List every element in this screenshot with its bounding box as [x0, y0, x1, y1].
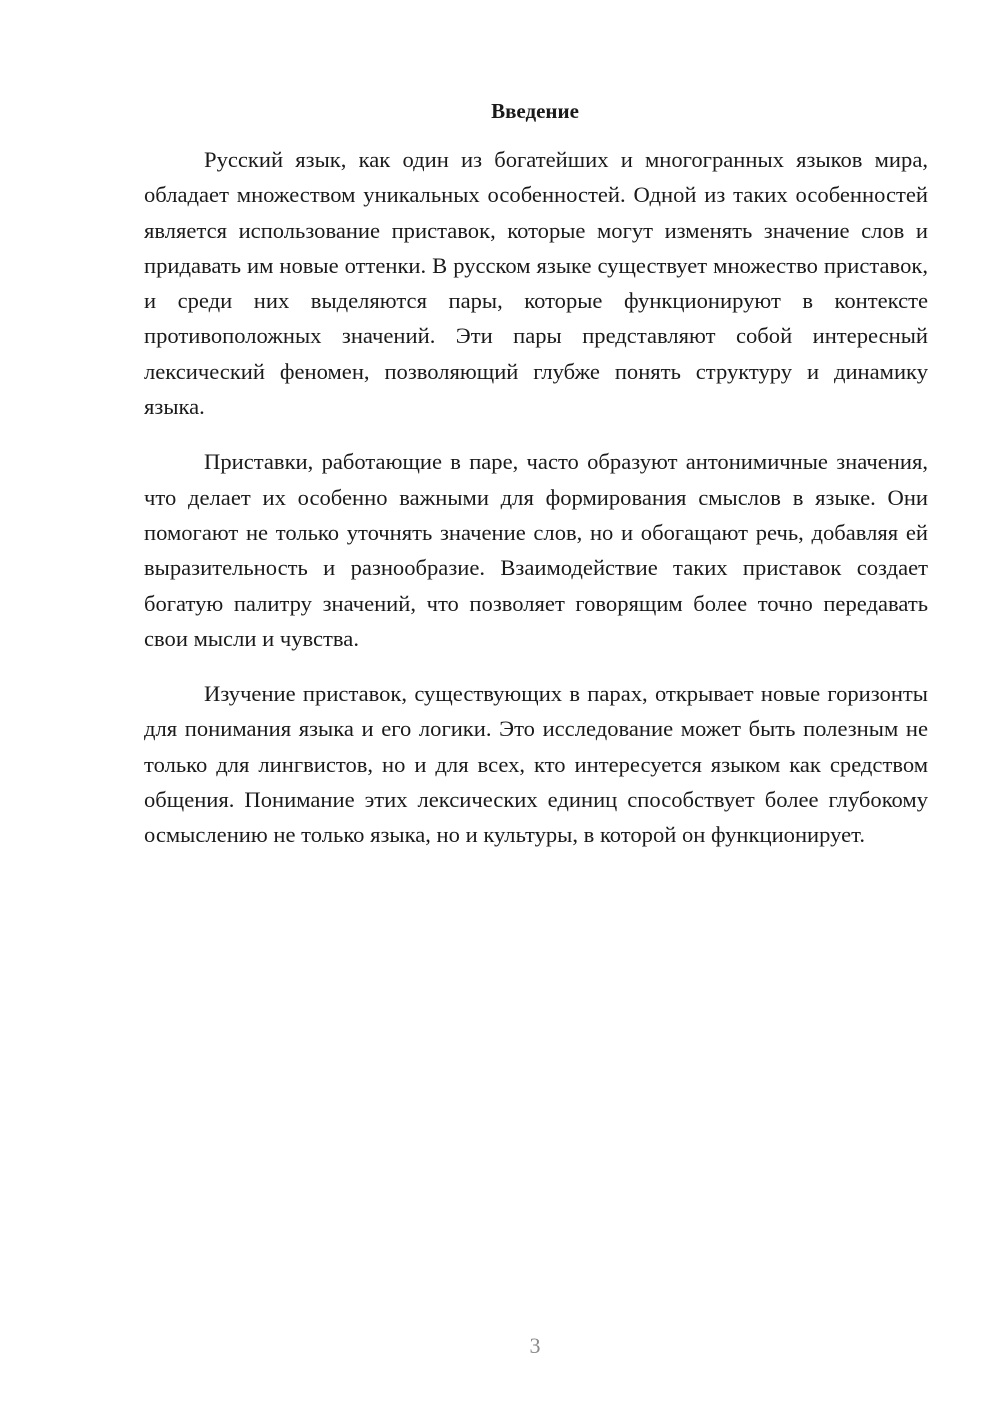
paragraph-1: Русский язык, как один из богатейших и многогранных языков мира, обладает множеством уникальных особенностей. Одной из таких особенностей является использование приставок, которые могут изменять значение слов и придавать им новые оттенки. В русском языке существует множество приставок, и среди них выделяются пары, которые функционируют в контексте противоположных значений. Эти пары представляют собой интересный лексический феномен, позволяющий глубже понять структуру и динамику языка.: [144, 147, 928, 420]
paragraph-2: Приставки, работающие в паре, часто образуют антонимичные значения, что делает их особенно важными для формирования смыслов в языке. Они помогают не только уточнять значение слов, но и обогащают речь, добавляя ей выразительность и разнообразие. Взаимодействие таких приставок создает богатую палитру значений, что позволяет говорящим более точно передавать свои мысли и чувства.: [144, 449, 928, 651]
page-title: Введение: [491, 99, 579, 123]
body-text: [144, 142, 928, 873]
paragraph-3: Изучение приставок, существующих в парах, открывает новые горизонты для понимания языка и его логики. Это исследование может быть полезным не только для лингвистов, но и для всех, кто интересуется языком как средством общения. Понимание этих лексических единиц способствует более глубокому осмыслению не только языка, но и культуры, в которой он функционирует.: [144, 681, 928, 848]
page-number: 3: [529, 1333, 541, 1358]
